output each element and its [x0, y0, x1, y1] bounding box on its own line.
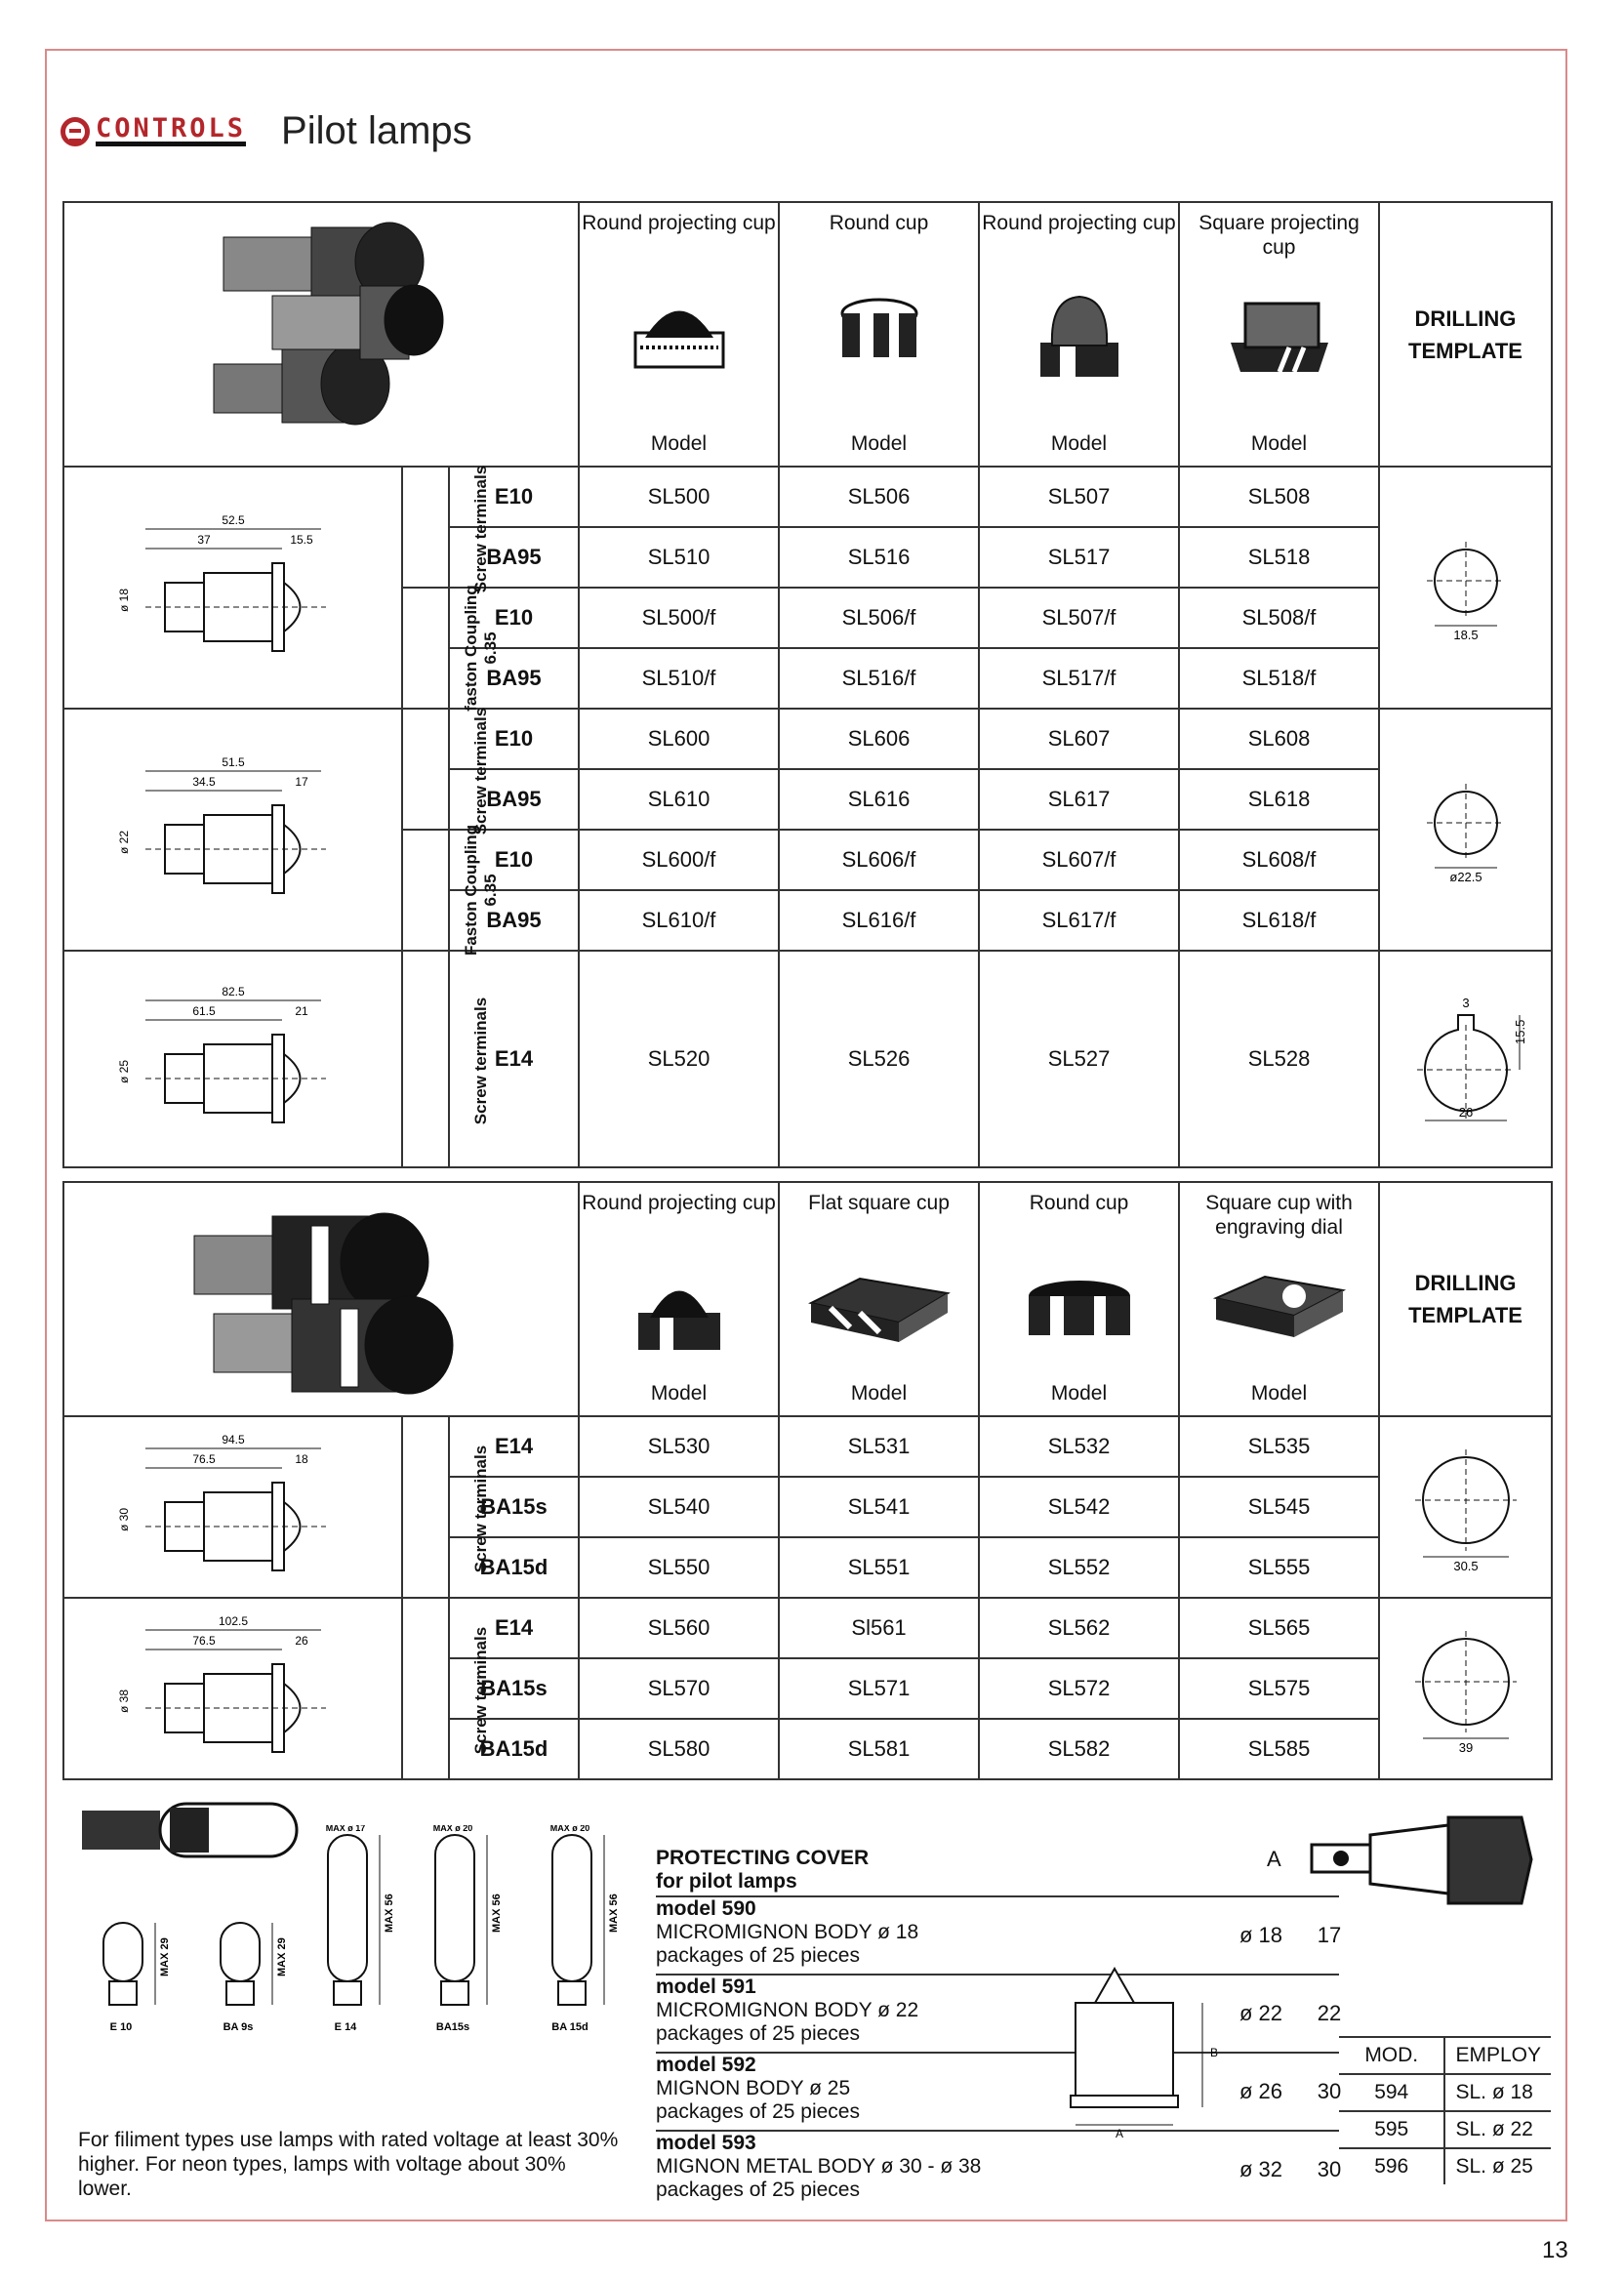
cover-row [656, 1895, 1342, 1974]
lamp-photo [63, 202, 579, 467]
model-code: SL616/f [779, 890, 979, 951]
template-dimension: ø22.5 [1448, 870, 1482, 884]
cover-packaging: packages of 25 pieces [656, 1944, 860, 1967]
cup-header-3: Round projecting cup Model [979, 202, 1179, 467]
lamp-base: E14 [449, 1598, 579, 1658]
cover-dim-b: 22 [1317, 2001, 1342, 2025]
lamp-base: BA15d [449, 1719, 579, 1779]
cover-description: MICROMIGNON BODY ø 18 [656, 1921, 919, 1943]
template-dimension: 39 [1458, 1740, 1473, 1752]
lamp-base: BA15s [449, 1658, 579, 1719]
dimension-label-overall: 94.5 [221, 1433, 245, 1446]
model-code: SL535 [1179, 1416, 1379, 1477]
dimension-label-body: 61.5 [191, 1004, 216, 1018]
bulb-max-label: MAX 56 [384, 1894, 395, 1933]
bulb-max-label: MAX 29 [159, 1937, 171, 1976]
model-code: SL540 [579, 1477, 779, 1537]
dim-a-label: A [1115, 2127, 1124, 2139]
model-code: SL610/f [579, 890, 779, 951]
model-code: SL516 [779, 527, 979, 588]
model-code: SL571 [779, 1658, 979, 1719]
lamp-base: BA95 [449, 890, 579, 951]
model-code: SL552 [979, 1537, 1179, 1598]
dimension-drawing-cell [63, 467, 402, 709]
drilling-template-cell [1379, 709, 1552, 951]
bulb-base-label: E 14 [334, 2021, 357, 2033]
bulb-max-label: MAX 56 [491, 1894, 503, 1933]
cup-header-4: Square cup with engraving dial Model [1179, 1182, 1379, 1416]
model-code: SL618/f [1179, 890, 1379, 951]
dimension-label-flange: 15.5 [289, 533, 313, 547]
cup-header-3: Round cup Model [979, 1182, 1179, 1416]
model-code: SL562 [979, 1598, 1179, 1658]
dimension-label-body: 76.5 [191, 1452, 216, 1466]
model-code: SL510 [579, 527, 779, 588]
drilling-template-drawing [1398, 986, 1534, 1132]
model-code: SL531 [779, 1416, 979, 1477]
terminal-type-label: Screw terminals [402, 709, 449, 830]
lamp-base: E10 [449, 830, 579, 890]
lamp-base: BA95 [449, 769, 579, 830]
cover-dim-a: ø 18 [1238, 1923, 1283, 1947]
template-dimension: 30.5 [1452, 1559, 1479, 1570]
template-dim-height: 15.5 [1512, 1019, 1527, 1044]
lamp-base: BA95 [449, 648, 579, 709]
template-dim-key: 3 [1461, 996, 1470, 1010]
lamp-base: BA15d [449, 1537, 579, 1598]
round-projecting-cup-icon [630, 1269, 728, 1357]
dimension-label-overall: 52.5 [221, 513, 245, 527]
cover-employ: SL. ø 25 [1444, 2148, 1551, 2184]
bulb-top-label: MAX ø 20 [549, 1825, 590, 1833]
cover-mod: 595 [1339, 2111, 1444, 2148]
lamp-photo [63, 1182, 579, 1416]
model-code: SL560 [579, 1598, 779, 1658]
terminal-type-label: Screw terminals [402, 467, 449, 588]
lamp-base: E14 [449, 1416, 579, 1477]
brand-logo [61, 113, 247, 146]
model-code: SL528 [1179, 951, 1379, 1167]
model-code: SL550 [579, 1537, 779, 1598]
lamp-base: E14 [449, 951, 579, 1167]
drilling-template-drawing [1402, 766, 1529, 893]
employ-row [1339, 2111, 1551, 2148]
model-code: SL507 [979, 467, 1179, 527]
model-code: SL580 [579, 1719, 779, 1779]
cup-header-2: Round cup Model [779, 202, 979, 467]
square-cup-engraving-dial-icon [1206, 1269, 1353, 1347]
cover-dim-a: ø 26 [1238, 2079, 1283, 2103]
bulb-top-label: MAX ø 17 [325, 1825, 366, 1833]
cover-model: model 593 [656, 2132, 756, 2154]
model-code: SL617 [979, 769, 1179, 830]
cover-subtitle: for pilot lamps [656, 1870, 797, 1893]
model-code: SL506/f [779, 588, 979, 648]
cover-dim-b: 17 [1317, 1923, 1342, 1947]
terminal-type-label: Screw terminals [402, 951, 449, 1167]
bulb-diagram [306, 1825, 404, 2045]
lamp-base: E10 [449, 588, 579, 648]
protecting-cover-table [656, 1847, 1342, 2208]
terminal-type-label: Screw terminals [402, 1416, 449, 1598]
lamp-dimension-drawing [106, 1606, 360, 1772]
lamp-dimension-drawing [106, 505, 360, 671]
accessories-section [62, 1786, 1551, 2216]
dimension-drawing-cell [63, 951, 402, 1167]
model-code: SL508 [1179, 467, 1379, 527]
dimension-label-body: 76.5 [191, 1634, 216, 1648]
lamp-dimension-drawing [106, 1424, 360, 1590]
drilling-template-drawing [1402, 1444, 1529, 1570]
cover-model: model 592 [656, 2054, 756, 2076]
dimension-label-flange: 18 [294, 1452, 308, 1466]
logo-mark-icon [61, 117, 90, 146]
lamp-dimension-drawing [106, 747, 360, 913]
model-code: SL508/f [1179, 588, 1379, 648]
model-code: SL618 [1179, 769, 1379, 830]
model-code: SL545 [1179, 1477, 1379, 1537]
lamp-assembly-illustration [184, 218, 458, 452]
dimension-label-dia: ø 25 [116, 1059, 131, 1083]
round-projecting-cup-icon [626, 289, 733, 377]
model-code: SL520 [579, 951, 779, 1167]
dimension-label-dia: ø 18 [116, 588, 131, 612]
bulb-base-label: E 10 [109, 2021, 133, 2033]
model-code: SL607 [979, 709, 1179, 769]
model-code: SL516/f [779, 648, 979, 709]
model-code: SL600 [579, 709, 779, 769]
dimension-label-dia: ø 30 [116, 1507, 131, 1531]
bulb-base-label: BA 15d [551, 2021, 589, 2033]
cover-dim-a: ø 22 [1238, 2001, 1283, 2025]
cover-mod: 594 [1339, 2074, 1444, 2111]
model-code: SL608 [1179, 709, 1379, 769]
cup-header-1: Round projecting cup Model [579, 202, 779, 467]
cover-employ: SL. ø 18 [1444, 2074, 1551, 2111]
dimension-label-overall: 51.5 [221, 755, 245, 769]
terminal-type-label: faston Coupling 6.35 [402, 588, 449, 709]
cup-header-2: Flat square cup Model [779, 1182, 979, 1416]
model-code: SL506 [779, 467, 979, 527]
page-header [61, 109, 472, 153]
model-row [63, 1598, 1552, 1658]
dimension-label-flange: 21 [294, 1004, 308, 1018]
model-code: SL570 [579, 1658, 779, 1719]
model-code: SL551 [779, 1537, 979, 1598]
cover-dimension-drawing [1066, 1964, 1222, 2139]
cover-dim-a: ø 32 [1238, 2157, 1283, 2181]
model-row [63, 709, 1552, 769]
dimension-label-overall: 102.5 [218, 1614, 248, 1628]
bulb-base-label: BA15s [435, 2021, 470, 2033]
bulb-diagram [199, 1913, 297, 2045]
model-code: SL510/f [579, 648, 779, 709]
model-code: SL617/f [979, 890, 1179, 951]
model-code: SL541 [779, 1477, 979, 1537]
bulb-top-label: MAX ø 20 [432, 1825, 473, 1833]
bulb-max-label: MAX 29 [276, 1937, 288, 1976]
model-code: SL507/f [979, 588, 1179, 648]
model-code: SL575 [1179, 1658, 1379, 1719]
employ-heading: EMPLOY [1444, 2037, 1551, 2074]
drilling-template-heading: DRILLING TEMPLATE [1379, 202, 1552, 467]
template-dimension: 18.5 [1452, 628, 1479, 642]
cover-title: PROTECTING COVER [656, 1847, 870, 1869]
column-a-heading: A [1267, 1847, 1281, 1871]
lamp-base: E10 [449, 709, 579, 769]
employ-row [1339, 2074, 1551, 2111]
mod-heading: MOD. [1339, 2037, 1444, 2074]
cover-description: MIGNON METAL BODY ø 30 - ø 38 [656, 2155, 982, 2178]
bulb-diagram [531, 1825, 629, 2045]
cover-packaging: packages of 25 pieces [656, 2179, 860, 2201]
bulb-base-label: BA 9s [223, 2021, 254, 2033]
page-title: Pilot lamps [281, 109, 472, 152]
model-code: SL530 [579, 1416, 779, 1477]
model-code: SL500 [579, 467, 779, 527]
drilling-template-drawing [1402, 524, 1529, 651]
dimension-drawing-cell [63, 709, 402, 951]
pilot-lamp-table-2 [62, 1181, 1553, 1780]
dimension-label-dia: ø 38 [116, 1689, 131, 1713]
lamp-dimension-drawing [106, 976, 360, 1142]
bulb-diagram [82, 1913, 180, 2045]
cover-description: MIGNON BODY ø 25 [656, 2077, 851, 2099]
cover-packaging: packages of 25 pieces [656, 2022, 860, 2045]
dimension-label-overall: 82.5 [221, 985, 245, 998]
employ-table [1339, 2036, 1551, 2184]
pilot-lamp-table-1 [62, 201, 1553, 1168]
cover-dim-b: 30 [1317, 2157, 1342, 2181]
cup-header-1: Round projecting cup Model [579, 1182, 779, 1416]
cover-row [656, 2052, 1342, 2130]
drilling-template-cell [1379, 951, 1552, 1167]
drilling-template-cell [1379, 1598, 1552, 1779]
cover-model: model 590 [656, 1897, 756, 1920]
dimension-drawing-cell [63, 1416, 402, 1598]
model-code: SL565 [1179, 1598, 1379, 1658]
dimension-label-body: 37 [196, 533, 211, 547]
model-code: SL582 [979, 1719, 1179, 1779]
model-row [63, 467, 1552, 527]
employ-row [1339, 2148, 1551, 2184]
brand-name: CONTROLS [96, 116, 246, 146]
dimension-label-body: 34.5 [191, 775, 216, 789]
lamp-bulb-illustration [72, 1796, 306, 1869]
lamp-base: BA95 [449, 527, 579, 588]
model-code: SL581 [779, 1719, 979, 1779]
drilling-template-cell [1379, 1416, 1552, 1598]
model-row [63, 951, 1552, 1167]
model-code: SL517 [979, 527, 1179, 588]
lamp-assembly-illustration [175, 1197, 467, 1402]
cover-employ: SL. ø 22 [1444, 2111, 1551, 2148]
round-projecting-cup-icon [1031, 289, 1128, 387]
model-code: SL542 [979, 1477, 1179, 1537]
model-code: SL585 [1179, 1719, 1379, 1779]
bulb-diagram [414, 1825, 511, 2045]
page-number: 13 [1542, 2237, 1568, 2263]
model-code: SL607/f [979, 830, 1179, 890]
cover-model: model 591 [656, 1976, 756, 1998]
dimension-label-dia: ø 22 [116, 830, 131, 854]
model-code: SL526 [779, 951, 979, 1167]
terminal-type-label: Faston Coupling 6.35 [402, 830, 449, 951]
cover-description: MICROMIGNON BODY ø 22 [656, 1999, 919, 2021]
model-code: SL608/f [1179, 830, 1379, 890]
drilling-template-cell [1379, 467, 1552, 709]
template-dim-dia: 26 [1458, 1105, 1473, 1120]
model-code: SL610 [579, 769, 779, 830]
model-code: SL616 [779, 769, 979, 830]
round-cup-icon [835, 289, 923, 377]
model-code: SL532 [979, 1416, 1179, 1477]
cover-mod: 596 [1339, 2148, 1444, 2184]
model-code: SL600/f [579, 830, 779, 890]
round-cup-icon [1021, 1269, 1138, 1347]
cover-dim-b: 30 [1317, 2079, 1342, 2103]
cover-packaging: packages of 25 pieces [656, 2100, 860, 2123]
model-code: SL527 [979, 951, 1179, 1167]
model-code: SL606/f [779, 830, 979, 890]
model-code: SL500/f [579, 588, 779, 648]
lamp-base: E10 [449, 467, 579, 527]
cover-row [656, 1974, 1342, 2052]
drilling-template-heading: DRILLING TEMPLATE [1379, 1182, 1552, 1416]
model-code: SL517/f [979, 648, 1179, 709]
dimension-drawing-cell [63, 1598, 402, 1779]
voltage-note: For filiment types use lamps with rated voltage at least 30% higher. For neon types, lamps with voltage about 30% lower. [78, 2129, 619, 2200]
model-code: SL555 [1179, 1537, 1379, 1598]
bulb-max-label: MAX 56 [608, 1894, 620, 1933]
cup-header-4: Square projecting cup Model [1179, 202, 1379, 467]
model-row [63, 1416, 1552, 1477]
model-code: SL518/f [1179, 648, 1379, 709]
flat-square-cup-icon [801, 1269, 957, 1347]
cover-fitted-illustration [1302, 1806, 1536, 1913]
model-code: Sl561 [779, 1598, 979, 1658]
model-code: SL606 [779, 709, 979, 769]
model-code: SL572 [979, 1658, 1179, 1719]
terminal-type-label: Screw terminals [402, 1598, 449, 1779]
model-code: SL518 [1179, 527, 1379, 588]
dimension-label-flange: 26 [294, 1634, 308, 1648]
lamp-base: BA15s [449, 1477, 579, 1537]
square-projecting-cup-icon [1221, 289, 1338, 377]
dim-b-label: B [1210, 2046, 1219, 2059]
dimension-label-flange: 17 [294, 775, 308, 789]
cover-row [656, 2130, 1342, 2208]
drilling-template-drawing [1402, 1625, 1529, 1752]
